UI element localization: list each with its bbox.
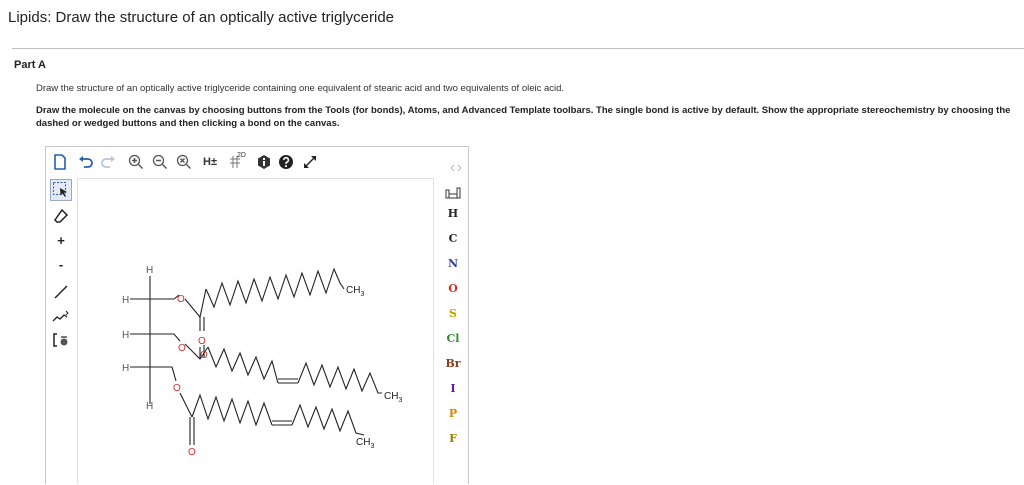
zoom-reset-icon (176, 154, 192, 170)
carbonyl1-double-bond (200, 317, 204, 331)
carbonyl3-oxygen-label: O (188, 447, 196, 458)
h-top-label: H (146, 265, 154, 276)
selection-tool-button[interactable] (50, 179, 72, 201)
element-p-button[interactable]: P (448, 406, 458, 420)
eraser-icon (53, 208, 69, 224)
instruction-text: Draw the structure of an optically active triglyceride containing one equivalent of stearic acid and two equivalents of oleic acid. (36, 83, 565, 94)
help-button[interactable] (276, 152, 296, 172)
h-row2-label: H (122, 330, 130, 341)
drawing-canvas[interactable] (77, 178, 434, 484)
top-toolbar (46, 147, 468, 177)
new-document-button[interactable] (50, 152, 70, 172)
decrease-charge-button[interactable] (50, 253, 72, 275)
oleic-chain-2b (292, 405, 364, 435)
oleic-chain-2a (192, 395, 272, 425)
page-title: Lipids: Draw the structure of an optically active triglyceride (8, 9, 395, 26)
part-label: Part A (14, 59, 46, 71)
ch3-chain2-label: $CH_3$ (384, 391, 403, 404)
h-toggle-label: H± (203, 156, 217, 168)
molecule-drawing (78, 179, 435, 485)
ester1-bond (150, 295, 179, 299)
zoom-in-icon (128, 154, 144, 170)
title-divider (12, 48, 1024, 49)
carbonyl2-oxygen-label: O (200, 350, 208, 361)
left-toolbar (46, 177, 75, 485)
periodic-table-button[interactable] (442, 183, 464, 203)
zoom-reset-button[interactable] (174, 152, 194, 172)
template-bracket-button[interactable] (50, 329, 72, 351)
atoms-toolbar (436, 147, 468, 485)
element-cl-button[interactable]: Cl (446, 331, 460, 345)
redo-icon (100, 155, 116, 169)
fullscreen-button[interactable] (300, 152, 320, 172)
ester2-oxygen-label: O (178, 343, 186, 354)
increase-charge-button[interactable] (50, 229, 72, 251)
new-document-icon (53, 154, 67, 170)
ester3-bond (150, 367, 176, 381)
carbonyl3-double-bond (190, 417, 194, 445)
redo-button[interactable] (98, 152, 118, 172)
element-o-button[interactable]: O (448, 281, 458, 295)
element-n-button[interactable]: N (447, 256, 459, 270)
undo-icon (78, 155, 94, 169)
ester3-oxygen-label: O (173, 383, 181, 394)
undo-button[interactable] (76, 152, 96, 172)
element-s-button[interactable]: S (449, 306, 457, 320)
molecule-editor (45, 146, 469, 484)
h-bottom-label: H (146, 401, 154, 412)
element-f-button[interactable]: F (449, 431, 457, 445)
expand-icon (302, 154, 318, 170)
oleic-double-bond-2 (272, 421, 292, 425)
lasso-select-icon (52, 181, 70, 199)
minus-label: - (58, 256, 64, 272)
chain-tool-button[interactable] (50, 305, 72, 327)
periodic-table-icon (445, 187, 461, 199)
h-row1-label: H (122, 295, 130, 306)
element-br-button[interactable]: Br (445, 356, 461, 370)
h-row3-label: H (122, 363, 130, 374)
single-bond-button[interactable] (50, 281, 72, 303)
ch3-chain3-label: $CH_3$ (356, 437, 375, 450)
ester3-carbonyl-bond (180, 393, 192, 417)
ester2-bond (150, 334, 180, 341)
bracket-icon (52, 332, 70, 348)
instruction-bold-text: Draw the molecule on the canvas by choosing buttons from the Tools (for bonds), Atoms, and Advanced Template toolbars. The single bond is active by default. Show the appropriate stereochemistry by choosing the dashed or wedged buttons and then clicking a bond on the canvas. (36, 105, 1011, 129)
chain-icon (52, 308, 70, 324)
eraser-button[interactable] (50, 205, 72, 227)
oleic-double-bond-1 (278, 379, 298, 383)
zoom-out-icon (152, 154, 168, 170)
zoom-out-button[interactable] (150, 152, 170, 172)
dimension-label: 2D (237, 152, 246, 159)
info-icon (256, 154, 272, 170)
ch3-chain1-label: $CH_3$ (346, 285, 365, 298)
oleic-chain-1b (298, 363, 382, 393)
collapse-arrows-icon[interactable] (450, 159, 462, 177)
single-bond-icon (53, 284, 69, 300)
zoom-in-button[interactable] (126, 152, 146, 172)
ester1-carbonyl-bond (185, 289, 206, 317)
carbonyl1-oxygen-label: O (198, 336, 206, 347)
plus-label: + (57, 232, 65, 248)
element-i-button[interactable]: I (450, 381, 456, 395)
element-c-button[interactable]: C (448, 231, 458, 245)
stearic-chain (206, 269, 344, 307)
clean-2d-button[interactable] (226, 152, 250, 172)
element-h-button[interactable]: H (447, 206, 459, 220)
info-button[interactable] (254, 152, 274, 172)
help-icon (278, 154, 294, 170)
ester1-oxygen-label: O (177, 294, 185, 305)
oleic-chain-1a (208, 347, 278, 383)
explicit-hydrogens-button[interactable] (198, 152, 222, 172)
